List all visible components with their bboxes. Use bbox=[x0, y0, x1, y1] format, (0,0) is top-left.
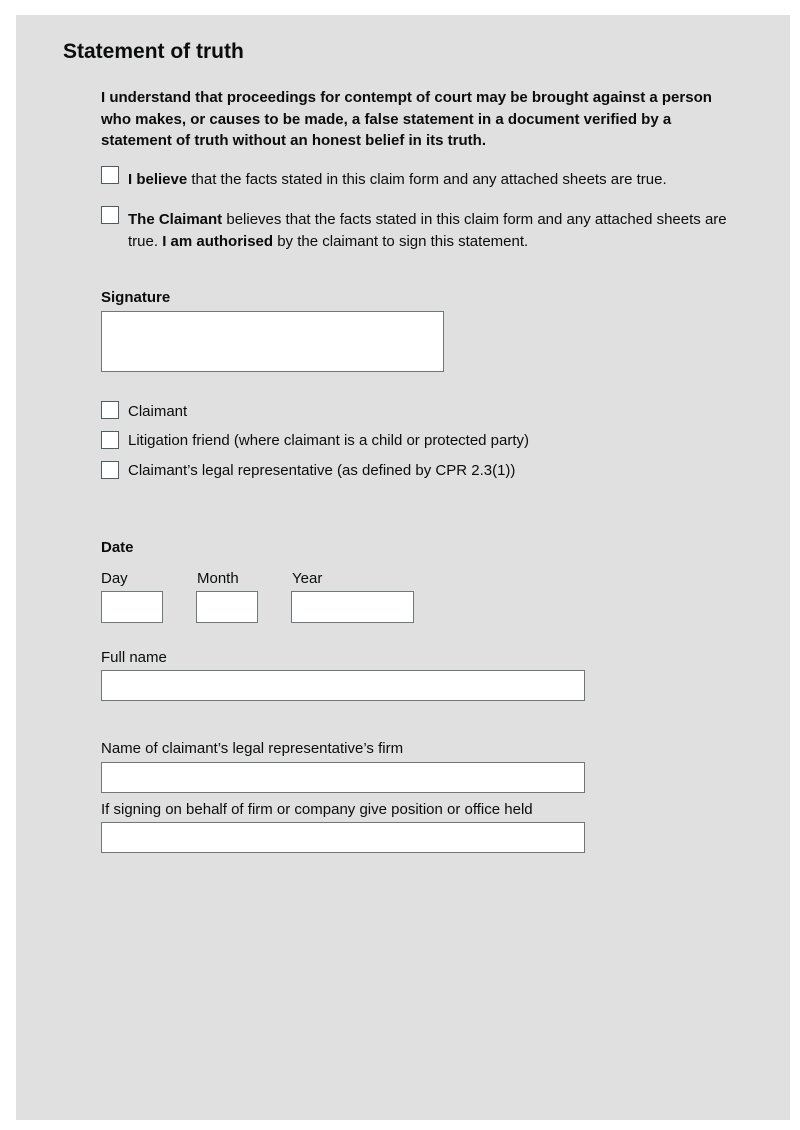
role-litigation-friend-checkbox[interactable] bbox=[101, 431, 119, 449]
authorised-bold: I am authorised bbox=[162, 232, 274, 250]
claimant-believes-checkbox[interactable] bbox=[101, 206, 119, 224]
signature-field[interactable] bbox=[101, 311, 444, 372]
month-label: Month bbox=[197, 570, 239, 587]
role-claimant-label: Claimant bbox=[128, 403, 188, 420]
role-litigation-friend-label: Litigation friend (where claimant is a child or protected party) bbox=[128, 432, 530, 449]
intro-text: I understand that proceedings for contempt of court may be brought against a person who makes, or causes to be made, a false statement in a document verified by a statement of truth without an honest belief in its truth. bbox=[101, 89, 712, 149]
full-name-input[interactable] bbox=[101, 670, 585, 701]
date-label: Date bbox=[101, 539, 134, 556]
firm-name-label: Name of claimant’s legal representative’s firm bbox=[101, 740, 404, 757]
position-input[interactable] bbox=[101, 822, 585, 853]
i-believe-checkbox[interactable] bbox=[101, 166, 119, 184]
firm-name-input[interactable] bbox=[101, 762, 585, 793]
section-title: Statement of truth bbox=[63, 40, 244, 63]
role-claimant-checkbox[interactable] bbox=[101, 401, 119, 419]
full-name-label: Full name bbox=[101, 649, 167, 666]
claimant-believes-rest: believes that the facts stated in this claim form and any attached sheets are true. bbox=[128, 211, 727, 250]
i-believe-bold: I believe bbox=[128, 171, 188, 188]
authorised-rest: by the claimant to sign this statement. bbox=[273, 232, 529, 250]
role-legal-rep-checkbox[interactable] bbox=[101, 461, 119, 479]
year-input[interactable] bbox=[291, 591, 414, 623]
i-believe-rest: that the facts stated in this claim form and any attached sheets are true. bbox=[187, 171, 667, 188]
position-label: If signing on behalf of firm or company give position or office held bbox=[101, 801, 533, 818]
day-input[interactable] bbox=[101, 591, 163, 623]
month-input[interactable] bbox=[196, 591, 258, 623]
signature-label: Signature bbox=[101, 289, 171, 306]
role-legal-rep-label: Claimant’s legal representative (as defined by CPR 2.3(1)) bbox=[128, 462, 516, 479]
i-believe-text bbox=[128, 169, 748, 191]
claimant-believes-text bbox=[128, 209, 728, 252]
claimant-believes-bold: The Claimant bbox=[128, 211, 223, 228]
day-label: Day bbox=[101, 570, 128, 587]
year-label: Year bbox=[292, 570, 323, 587]
